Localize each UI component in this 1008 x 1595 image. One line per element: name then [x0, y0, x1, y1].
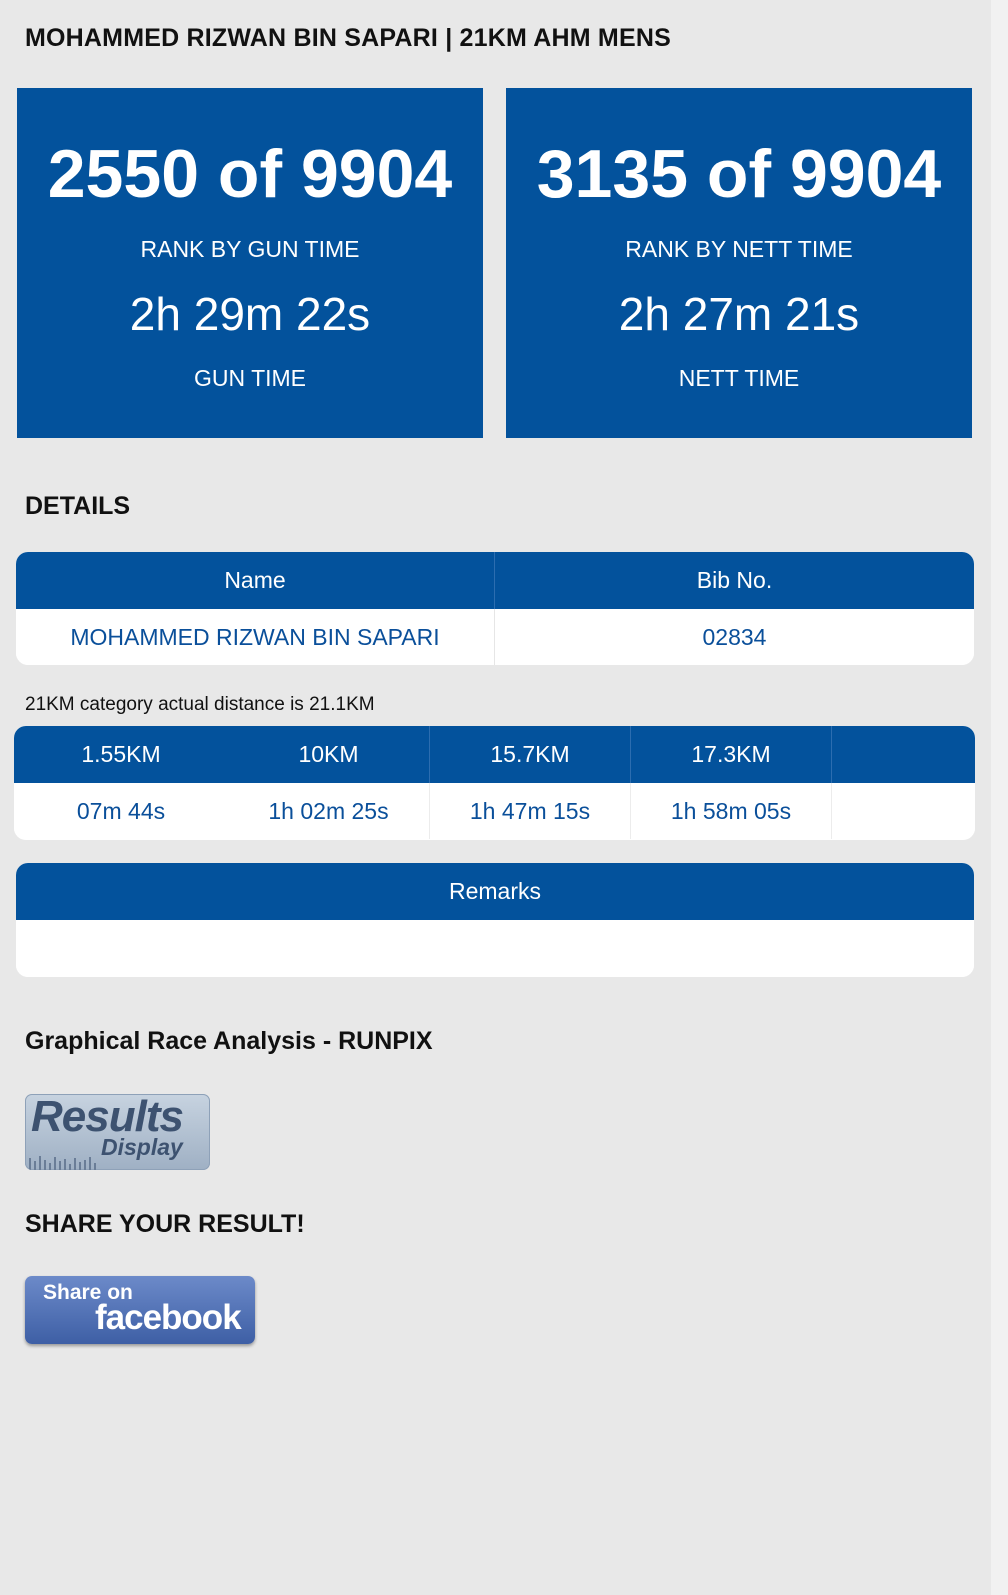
splits-table-header [14, 726, 975, 783]
split-time-3: 1h 47m 15s [429, 783, 630, 839]
results-logo-word: Results [31, 1094, 183, 1141]
page-title: MOHAMMED RIZWAN BIN SAPARI | 21KM AHM MENS [25, 24, 671, 52]
results-bars-graphic [25, 1152, 210, 1170]
split-time-2: 1h 02m 25s [268, 797, 389, 824]
nett-time-card [506, 88, 972, 438]
results-display-logo[interactable] [25, 1094, 210, 1170]
split-time-1: 07m 44s [76, 797, 166, 824]
gun-time-label: GUN TIME [193, 365, 307, 391]
bib-number-cell: 02834 [702, 623, 767, 650]
table-row [16, 920, 974, 977]
split-time-5 [831, 783, 975, 839]
gun-time-card [17, 88, 483, 438]
gun-time-value: 2h 29m 22s [129, 288, 371, 340]
facebook-share-button[interactable] [25, 1276, 255, 1344]
distance-note: 21KM category actual distance is 21.1KM [25, 694, 375, 715]
split-header-2: 10KM [298, 741, 359, 767]
facebook-share-label: Share on [43, 1281, 133, 1304]
bib-column-header: Bib No. [696, 567, 773, 593]
scrollbar[interactable] [991, 0, 1008, 1595]
splits-table [14, 726, 975, 840]
split-header-3: 15.7KM [429, 726, 630, 783]
details-table-header [16, 552, 974, 609]
details-heading: DETAILS [25, 492, 131, 520]
display-logo-word: Display [101, 1134, 183, 1160]
split-header-1: 1.55KM [81, 741, 161, 767]
details-table [16, 552, 974, 665]
analysis-heading: Graphical Race Analysis - RUNPIX [25, 1027, 433, 1055]
remarks-value [16, 920, 974, 977]
remarks-header: Remarks [448, 878, 541, 904]
table-row [14, 783, 975, 839]
split-time-4: 1h 58m 05s [630, 783, 831, 839]
remarks-table [16, 863, 974, 977]
facebook-icon: facebook [95, 1298, 241, 1337]
split-header-5 [831, 726, 975, 783]
nett-rank-value: 3135 of 9904 [536, 136, 942, 212]
remarks-header-row [16, 863, 974, 920]
runner-name-cell: MOHAMMED RIZWAN BIN SAPARI [16, 609, 495, 665]
table-row [16, 609, 974, 665]
gun-rank-label: RANK BY GUN TIME [140, 236, 360, 262]
split-header-4: 17.3KM [630, 726, 831, 783]
nett-rank-label: RANK BY NETT TIME [625, 236, 853, 262]
share-heading: SHARE YOUR RESULT! [25, 1210, 305, 1238]
nett-time-value: 2h 27m 21s [618, 288, 860, 340]
gun-rank-value: 2550 of 9904 [47, 136, 453, 212]
nett-time-label: NETT TIME [678, 365, 800, 391]
name-column-header: Name [16, 552, 495, 609]
